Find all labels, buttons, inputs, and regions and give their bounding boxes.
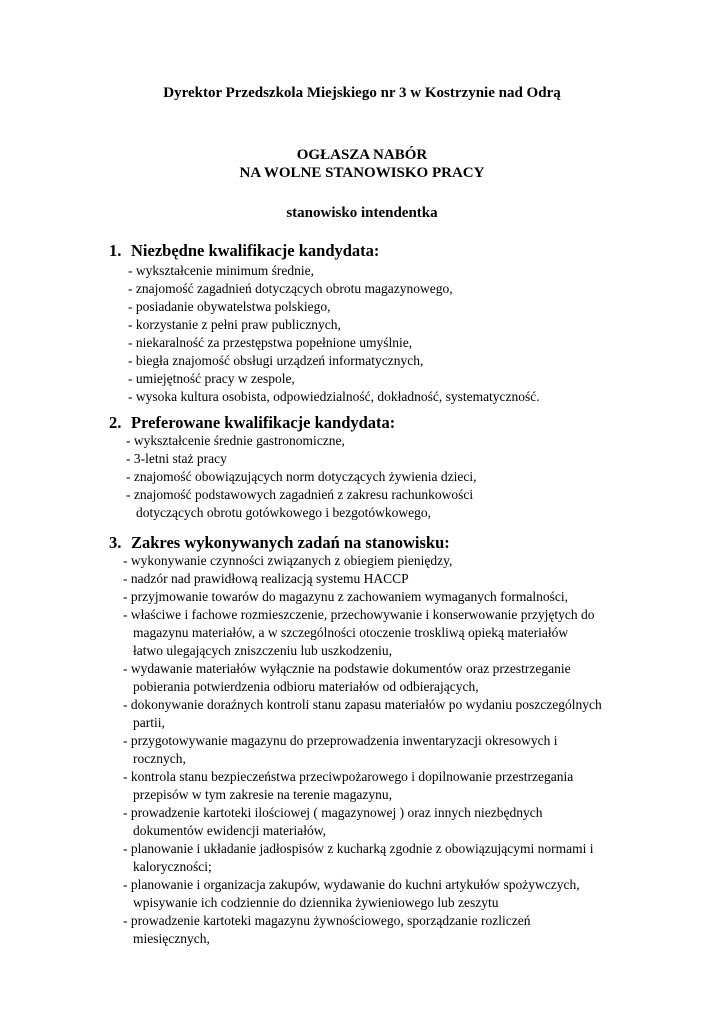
list-item — [126, 450, 476, 468]
list-item-text: - biegła znajomość obsługi urządzeń informatycznych, — [128, 353, 424, 368]
list-item-text: - wykształcenie średnie gastronomiczne, — [126, 433, 345, 448]
list-item-text: - znajomość podstawowych zagadnień z zakresu rachunkowości — [126, 487, 474, 502]
list-item — [126, 468, 476, 486]
list-item — [128, 388, 540, 406]
position-heading: stanowisko intendentka — [286, 205, 438, 221]
list-item — [123, 570, 602, 588]
list-item-text: - znajomość obowiązujących norm dotyczących żywienia dzieci, — [126, 469, 477, 484]
duties-list — [123, 552, 602, 948]
list-item-continuation: pobierania potwierdzenia odbioru materiałów od odbierających, — [133, 679, 479, 694]
list-item — [123, 912, 602, 948]
list-item — [126, 486, 476, 522]
announcement-heading: OGŁASZA NABÓR — [296, 147, 428, 163]
list-item — [128, 370, 540, 388]
list-item-text: - wysoka kultura osobista, odpowiedzialność, dokładność, systematyczność. — [128, 389, 540, 404]
list-item-continuation: kaloryczności; — [133, 859, 212, 874]
preferred-qualifications-list — [126, 432, 476, 522]
list-item-text: - właściwe i fachowe rozmieszczenie, przechowywanie i konserwowanie przyjętych do — [123, 607, 595, 622]
list-item-text: - dokonywanie doraźnych kontroli stanu zapasu materiałów po wydaniu poszczególnych — [123, 697, 602, 712]
list-item — [123, 606, 602, 660]
list-item — [128, 298, 540, 316]
list-item-text: - nadzór nad prawidłową realizacją systemu HACCP — [123, 571, 409, 586]
section-heading — [109, 413, 395, 433]
list-item-continuation: rocznych, — [133, 751, 186, 766]
list-item — [123, 768, 602, 804]
list-item — [123, 840, 602, 876]
list-item-text: - wykonywanie czynności związanych z obiegiem pieniędzy, — [123, 553, 453, 568]
list-item — [128, 280, 540, 298]
list-item — [126, 432, 476, 450]
list-item-continuation: łatwo ulegających zniszczeniu lub uszkodzeniu, — [133, 643, 393, 658]
list-item — [128, 334, 540, 352]
list-item-continuation: przepisów w tym zakresie na terenie magazynu, — [133, 787, 393, 802]
list-item-text: - umiejętność pracy w zespole, — [128, 371, 295, 386]
list-item-text: - wykształcenie minimum średnie, — [128, 263, 314, 278]
list-item — [123, 696, 602, 732]
section-title: Zakres wykonywanych zadań na stanowisku: — [131, 533, 450, 552]
list-item-text: - przygotowywanie magazynu do przeprowadzenia inwentaryzacji okresowych i — [123, 733, 558, 748]
list-item — [123, 588, 602, 606]
list-item — [123, 732, 602, 768]
list-item-text: - przyjmowanie towarów do magazynu z zachowaniem wymaganych formalności, — [123, 589, 568, 604]
section-heading — [109, 533, 450, 553]
list-item-continuation: dotyczących obrotu gotówkowego i bezgotówkowego, — [136, 505, 432, 520]
list-item — [123, 660, 602, 696]
employer-heading: Dyrektor Przedszkola Miejskiego nr 3 w Kostrzynie nad Odrą — [163, 85, 561, 101]
list-item — [128, 352, 540, 370]
list-item — [123, 804, 602, 840]
list-item-text: - prowadzenie kartoteki magazynu żywnościowego, sporządzanie rozliczeń — [123, 913, 531, 928]
list-item-text: - kontrola stanu bezpieczeństwa przeciwpożarowego i dopilnowanie przestrzegania — [123, 769, 574, 784]
section-number: 3. — [109, 533, 122, 552]
list-item — [123, 552, 602, 570]
section-title: Preferowane kwalifikacje kandydata: — [131, 413, 396, 432]
list-item-text: - 3-letni staż pracy — [126, 451, 227, 466]
section-number: 2. — [109, 413, 122, 432]
list-item-continuation: dokumentów ewidencji materiałów, — [133, 823, 326, 838]
section-title: Niezbędne kwalifikacje kandydata: — [131, 241, 380, 260]
list-item-text: - znajomość zagadnień dotyczących obrotu magazynowego, — [128, 281, 453, 296]
list-item-continuation: partii, — [133, 715, 165, 730]
list-item — [128, 262, 540, 280]
list-item-text: - planowanie i układanie jadłospisów z kucharką zgodnie z obowiązującymi normami i — [123, 841, 594, 856]
list-item-text: - planowanie i organizacja zakupów, wydawanie do kuchni artykułów spożywczych, — [123, 877, 580, 892]
list-item-text: - posiadanie obywatelstwa polskiego, — [128, 299, 331, 314]
required-qualifications-list — [128, 262, 540, 406]
list-item-continuation: magazynu materiałów, a w szczególności otoczenie troskliwą opieką materiałów — [133, 625, 569, 640]
section-heading — [109, 241, 379, 261]
list-item — [123, 876, 602, 912]
list-item-text: - korzystanie z pełni praw publicznych, — [128, 317, 341, 332]
vacancy-heading: NA WOLNE STANOWISKO PRACY — [239, 165, 485, 181]
list-item-continuation: wpisywanie ich codziennie do dziennika żywieniowego lub zeszytu — [133, 895, 499, 910]
list-item-text: - wydawanie materiałów wyłącznie na podstawie dokumentów oraz przestrzeganie — [123, 661, 571, 676]
list-item — [128, 316, 540, 334]
list-item-text: - prowadzenie kartoteki ilościowej ( magazynowej ) oraz innych niezbędnych — [123, 805, 543, 820]
section-number: 1. — [109, 241, 122, 260]
list-item-text: - niekaralność za przestępstwa popełnione umyślnie, — [128, 335, 413, 350]
list-item-continuation: miesięcznych, — [133, 931, 210, 946]
